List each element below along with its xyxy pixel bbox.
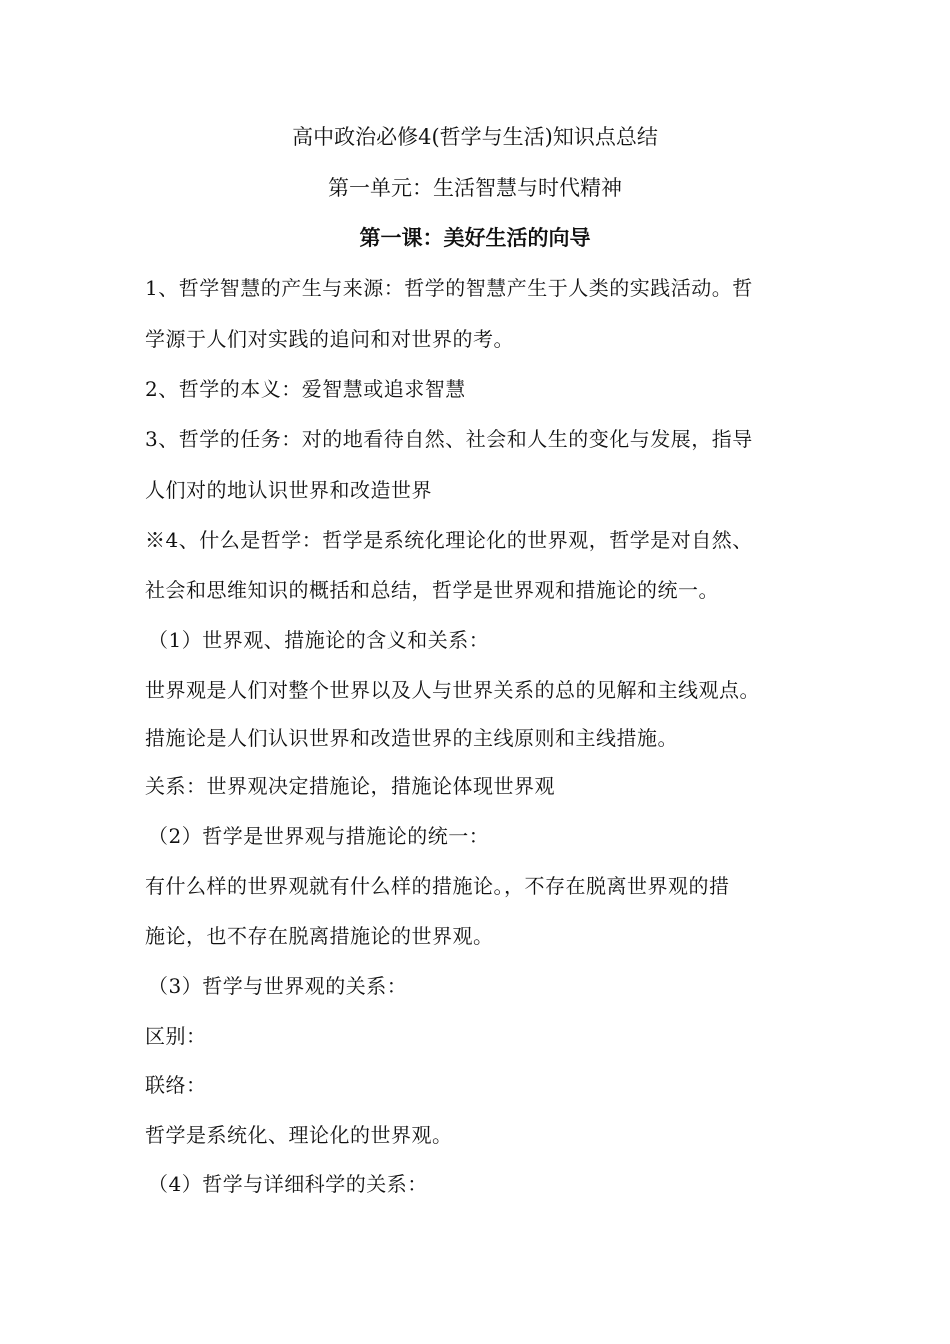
paragraph-line: 关系：世界观决定措施论，措施论体现世界观 <box>145 774 555 798</box>
paragraph-line: 哲学是系统化、理论化的世界观。 <box>145 1123 453 1147</box>
paragraph-line: 施论，也不存在脱离措施论的世界观。 <box>145 924 494 948</box>
subheading-line: （4）哲学与详细科学的关系： <box>148 1172 428 1196</box>
paragraph-line: 1、哲学智慧的产生与来源：哲学的智慧产生于人类的实践活动。哲 <box>145 276 753 300</box>
subheading-line: （2）哲学是世界观与措施论的统一： <box>148 824 490 848</box>
lesson-heading: 第一课：美好生活的向导 <box>359 226 591 250</box>
paragraph-line: 有什么样的世界观就有什么样的措施论。，不存在脱离世界观的措 <box>145 874 730 898</box>
paragraph-line: 世界观是人们对整个世界以及人与世界关系的总的见解和主线观点。 <box>145 678 760 702</box>
subheading-line: （1）世界观、措施论的含义和关系： <box>148 628 490 652</box>
subheading-line: （3）哲学与世界观的关系： <box>148 974 408 998</box>
paragraph-line: ※4、什么是哲学：哲学是系统化理论化的世界观，哲学是对自然、 <box>145 528 753 552</box>
paragraph-line: 区别： <box>145 1024 207 1048</box>
paragraph-line: 学源于人们对实践的追问和对世界的考。 <box>145 327 514 351</box>
paragraph-line: 3、哲学的任务：对的地看待自然、社会和人生的变化与发展，指导 <box>145 427 753 451</box>
paragraph-line: 人们对的地认识世界和改造世界 <box>145 478 432 502</box>
paragraph-line: 2、哲学的本义：爱智慧或追求智慧 <box>145 377 466 401</box>
paragraph-line: 措施论是人们认识世界和改造世界的主线原则和主线措施。 <box>145 726 678 750</box>
document-title: 高中政治必修4(哲学与生活)知识点总结 <box>292 125 658 149</box>
paragraph-line: 社会和思维知识的概括和总结，哲学是世界观和措施论的统一。 <box>145 578 719 602</box>
unit-heading: 第一单元：生活智慧与时代精神 <box>328 176 622 200</box>
paragraph-line: 联络： <box>145 1073 207 1097</box>
